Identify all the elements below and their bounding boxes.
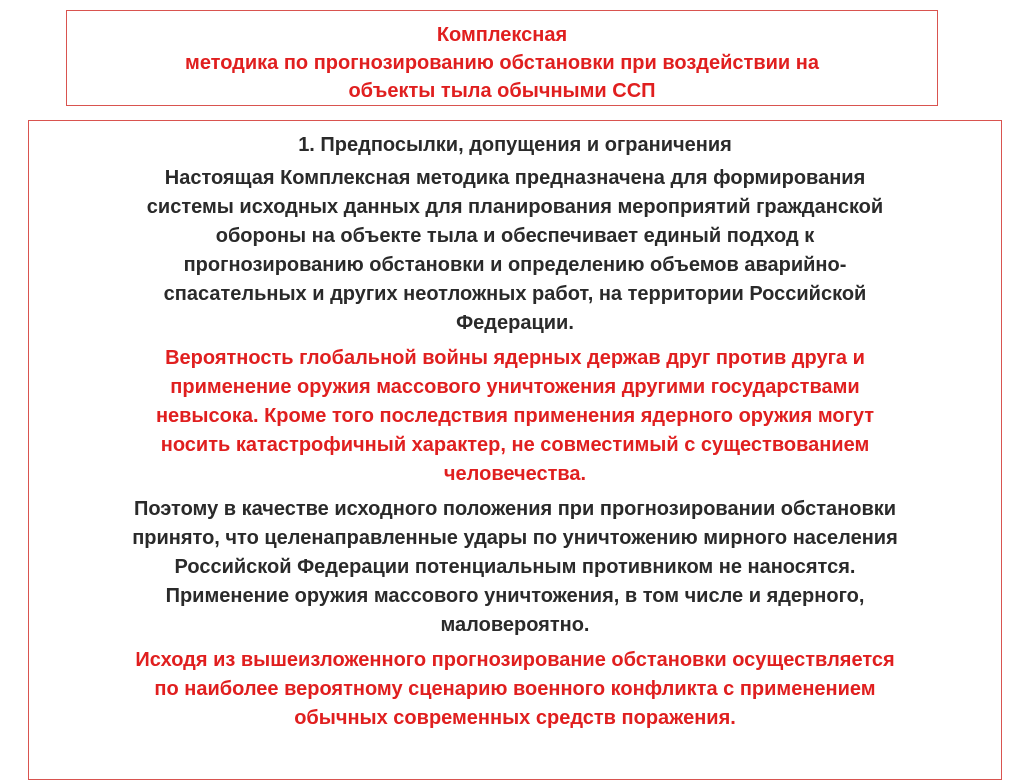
- text-line: Исходя из вышеизложенного прогнозирование обстановки осуществляется: [135, 649, 895, 671]
- paragraph-nuclear-war: [29, 344, 1001, 489]
- paragraph-purpose: [29, 164, 1001, 338]
- text-line: применение оружия массового уничтожения другими государствами: [170, 376, 860, 398]
- title-box: [66, 10, 938, 106]
- content-box: [28, 120, 1002, 780]
- text-line: человечества.: [443, 463, 587, 485]
- title-line-1: Комплексная: [436, 24, 568, 46]
- paragraph-conclusion: [29, 646, 1001, 733]
- text-line: принято, что целенаправленные удары по уничтожению мирного населения: [132, 527, 898, 549]
- text-line: невысока. Кроме того последствия применения ядерного оружия могут: [155, 405, 875, 427]
- text-line: Российской Федерации потенциальным противником не наносятся.: [174, 556, 856, 578]
- text-line: обычных современных средств поражения.: [294, 707, 736, 729]
- text-line: системы исходных данных для планирования мероприятий гражданской: [146, 196, 884, 218]
- paragraph-assumption: [29, 495, 1001, 640]
- title-line-3: объекты тыла обычными ССП: [348, 80, 656, 102]
- text-line: по наиболее вероятному сценарию военного конфликта с применением: [154, 678, 876, 700]
- text-line: прогнозированию обстановки и определению объемов аварийно-: [183, 254, 847, 276]
- section-heading: 1. Предпосылки, допущения и ограничения: [298, 134, 732, 156]
- text-line: обороны на объекте тыла и обеспечивает единый подход к: [215, 225, 815, 247]
- text-line: Федерации.: [456, 312, 574, 334]
- text-line: Поэтому в качестве исходного положения при прогнозировании обстановки: [133, 498, 897, 520]
- text-line: носить катастрофичный характер, не совместимый с существованием: [160, 434, 870, 456]
- text-line: Вероятность глобальной войны ядерных держав друг против друга и: [165, 347, 865, 369]
- text-line: маловероятно.: [440, 614, 590, 636]
- text-line: спасательных и других неотложных работ, на территории Российской: [163, 283, 867, 305]
- title-line-2: методика по прогнозированию обстановки при воздействии на: [185, 52, 819, 74]
- text-line: Настоящая Комплексная методика предназначена для формирования: [164, 167, 866, 189]
- text-line: Применение оружия массового уничтожения, в том числе и ядерного,: [165, 585, 865, 607]
